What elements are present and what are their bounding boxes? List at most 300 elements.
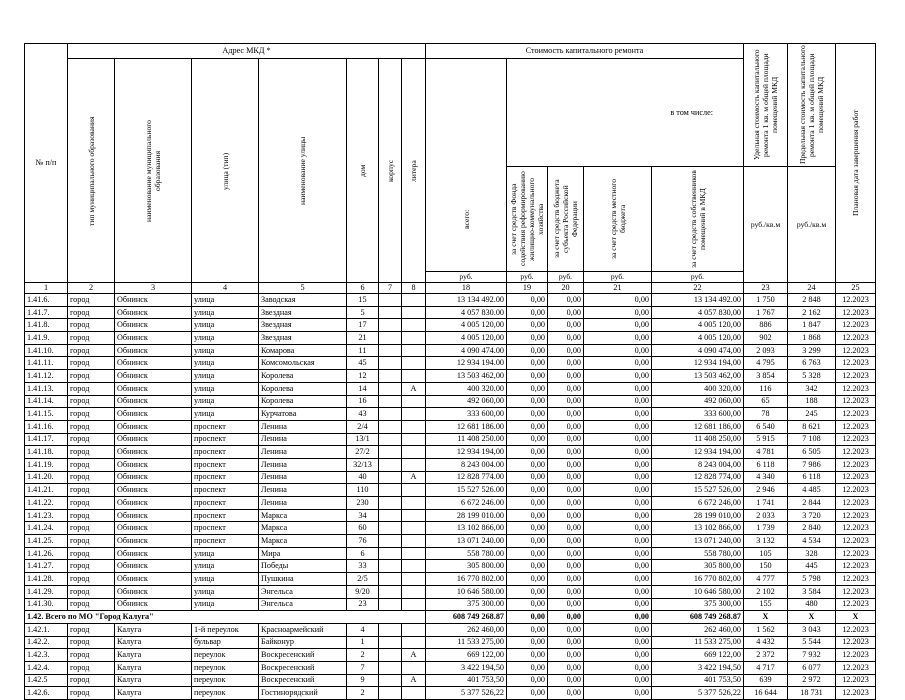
table-cell: 28 199 010.00 [426, 509, 507, 522]
table-cell: 0,00 [507, 649, 548, 662]
table-cell [379, 585, 402, 598]
table-cell: 0,00 [507, 357, 548, 370]
table-cell: 12 681 186.00 [426, 420, 507, 433]
table-cell: 2 [347, 687, 379, 700]
table-cell: 0,00 [507, 661, 548, 674]
table-cell: 0,00 [548, 509, 584, 522]
table-cell: проспект [192, 420, 259, 433]
table-cell: 1.41.26. [25, 547, 68, 560]
table-cell: 445 [788, 560, 836, 573]
table-cell: 0,00 [548, 370, 584, 383]
table-cell: 0,00 [548, 522, 584, 535]
table-cell: улица [192, 357, 259, 370]
table-row [25, 344, 876, 357]
table-cell: 0,00 [584, 332, 652, 345]
table-cell: 0,00 [507, 547, 548, 560]
table-cell: 1.41.30. [25, 598, 68, 611]
table-cell: 12.2023 [836, 294, 876, 307]
table-cell: улица [192, 382, 259, 395]
table-cell: 12.2023 [836, 636, 876, 649]
total-cell: X [836, 611, 876, 624]
table-cell: 1 [347, 636, 379, 649]
table-cell [402, 433, 426, 446]
table-cell: Обнинск [115, 344, 192, 357]
table-row [25, 319, 876, 332]
table-cell: 0,00 [584, 636, 652, 649]
table-cell: 0,00 [548, 357, 584, 370]
table-cell: 65 [744, 395, 788, 408]
table-row [25, 497, 876, 510]
table-cell: 13 102 866,00 [426, 522, 507, 535]
table-cell: 0,00 [507, 674, 548, 687]
table-cell: город [68, 598, 115, 611]
table-cell: 0,00 [548, 382, 584, 395]
table-cell: 12.2023 [836, 471, 876, 484]
table-cell: 12.2023 [836, 598, 876, 611]
total-cell: 608 749 268.87 [652, 611, 744, 624]
table-cell [402, 497, 426, 510]
table-cell: 669 122,00 [426, 649, 507, 662]
column-number: 21 [584, 283, 652, 294]
table-cell: 333 600,00 [652, 408, 744, 421]
table-cell: 245 [788, 408, 836, 421]
table-row [25, 636, 876, 649]
table-cell: город [68, 306, 115, 319]
table-cell: 18 731 [788, 687, 836, 700]
table-cell: 13 503 462,00 [652, 370, 744, 383]
table-row [25, 674, 876, 687]
table-cell: 2 102 [744, 585, 788, 598]
table-cell: 0,00 [548, 408, 584, 421]
table-cell [402, 306, 426, 319]
table-cell: 1.41.23. [25, 509, 68, 522]
table-cell: 230 [347, 497, 379, 510]
table-cell: 0,00 [507, 306, 548, 319]
table-cell [379, 370, 402, 383]
table-cell [379, 649, 402, 662]
table-cell: 4 090 474.00 [426, 344, 507, 357]
table-cell: 4 057 830,00 [652, 306, 744, 319]
table-cell: проспект [192, 458, 259, 471]
table-cell: 639 [744, 674, 788, 687]
table-cell [379, 458, 402, 471]
column-number: 25 [836, 283, 876, 294]
table-cell: 4 485 [788, 484, 836, 497]
table-cell: 0,00 [507, 332, 548, 345]
header-subject: за счет средств бюджета субъекта Российской Федерации руб. [548, 167, 584, 283]
table-cell: город [68, 649, 115, 662]
table-cell: Воскресенский [259, 674, 347, 687]
table-cell: 12.2023 [836, 484, 876, 497]
total-cell: 608 749 268.87 [426, 611, 507, 624]
table-cell: Обнинск [115, 306, 192, 319]
table-cell: 12.2023 [836, 497, 876, 510]
table-cell [402, 294, 426, 307]
table-cell: Воскресенский [259, 649, 347, 662]
table-cell [402, 547, 426, 560]
table-cell: 1.41.15. [25, 408, 68, 421]
column-number: 18 [426, 283, 507, 294]
table-cell: 0,00 [584, 623, 652, 636]
table-cell: улица [192, 598, 259, 611]
table-cell: 1 739 [744, 522, 788, 535]
table-cell [402, 370, 426, 383]
table-cell: 1.42.6. [25, 687, 68, 700]
table-cell: 6 763 [788, 357, 836, 370]
table-cell: улица [192, 370, 259, 383]
table-cell [402, 573, 426, 586]
table-cell: 8 243 004,00 [652, 458, 744, 471]
table-cell: проспект [192, 471, 259, 484]
table-cell: 12.2023 [836, 357, 876, 370]
table-cell: 0,00 [584, 446, 652, 459]
table-cell: Обнинск [115, 395, 192, 408]
column-number: 19 [507, 283, 548, 294]
table-cell: Звездная [259, 319, 347, 332]
table-cell: Энгельса [259, 598, 347, 611]
table-row [25, 471, 876, 484]
table-cell: 0,00 [584, 294, 652, 307]
column-number: 5 [259, 283, 347, 294]
table-cell: 1.41.21. [25, 484, 68, 497]
header-house: дом [347, 59, 379, 283]
table-cell: 1 847 [788, 319, 836, 332]
table-cell: город [68, 585, 115, 598]
table-cell: 12.2023 [836, 382, 876, 395]
table-cell [379, 446, 402, 459]
table-cell [402, 408, 426, 421]
table-cell [379, 408, 402, 421]
table-row [25, 687, 876, 700]
table-row [25, 458, 876, 471]
table-cell [379, 535, 402, 548]
table-cell: 40 [347, 471, 379, 484]
table-cell: 0,00 [507, 395, 548, 408]
table-cell: 0,00 [548, 420, 584, 433]
table-cell: 9 [347, 674, 379, 687]
table-cell [379, 332, 402, 345]
table-cell: 12.2023 [836, 661, 876, 674]
table-cell: город [68, 484, 115, 497]
table-cell: 1.41.17. [25, 433, 68, 446]
header-korpus: корпус [379, 59, 402, 283]
table-cell [379, 395, 402, 408]
table-cell: улица [192, 547, 259, 560]
table-cell: 4 777 [744, 573, 788, 586]
table-cell: 5 377 526,22 [426, 687, 507, 700]
table-cell [379, 382, 402, 395]
table-cell [379, 674, 402, 687]
capital-repair-table [24, 43, 876, 700]
table-cell: город [68, 319, 115, 332]
table-cell: 12.2023 [836, 332, 876, 345]
table-cell: 669 122,00 [652, 649, 744, 662]
table-cell: 27/2 [347, 446, 379, 459]
table-cell [379, 573, 402, 586]
table-cell: улица [192, 319, 259, 332]
table-cell: улица [192, 294, 259, 307]
table-cell: 4 005 120,00 [652, 332, 744, 345]
table-cell: 3 299 [788, 344, 836, 357]
table-cell: 2 946 [744, 484, 788, 497]
table-cell: 0,00 [548, 458, 584, 471]
table-cell: улица [192, 585, 259, 598]
table-cell: 6 118 [788, 471, 836, 484]
table-cell: 902 [744, 332, 788, 345]
table-cell: Обнинск [115, 458, 192, 471]
table-row [25, 560, 876, 573]
table-cell: 16 644 [744, 687, 788, 700]
table-cell: 0,00 [507, 433, 548, 446]
table-cell: Ленина [259, 433, 347, 446]
table-cell: 4 [347, 623, 379, 636]
table-row [25, 509, 876, 522]
table-cell: 0,00 [548, 535, 584, 548]
table-cell: город [68, 623, 115, 636]
header-fund: за счет средств Фонда содействия реформированию жилищно-коммунального хозяйства руб. [507, 167, 548, 283]
table-cell: 333 600,00 [426, 408, 507, 421]
table-cell: Королева [259, 395, 347, 408]
table-cell: 0,00 [507, 497, 548, 510]
table-cell: 0,00 [548, 573, 584, 586]
table-cell [402, 623, 426, 636]
table-cell [379, 484, 402, 497]
column-number: 20 [548, 283, 584, 294]
table-cell: 2 848 [788, 294, 836, 307]
table-cell: Обнинск [115, 370, 192, 383]
table-cell: 0,00 [548, 649, 584, 662]
table-cell: 1.41.29. [25, 585, 68, 598]
table-cell: 0,00 [507, 458, 548, 471]
table-cell: 0,00 [584, 497, 652, 510]
table-cell: 0,00 [584, 357, 652, 370]
table-cell: переулок [192, 687, 259, 700]
table-cell [402, 509, 426, 522]
unit-label: руб. [652, 271, 743, 282]
table-cell: город [68, 344, 115, 357]
table-cell: проспект [192, 446, 259, 459]
table-cell: 3 422 194,50 [652, 661, 744, 674]
table-cell: 1.41.7. [25, 306, 68, 319]
table-cell: 401 753,50 [652, 674, 744, 687]
table-cell: Ленина [259, 471, 347, 484]
table-cell: 1.41.16. [25, 420, 68, 433]
table-cell: 0,00 [507, 560, 548, 573]
table-cell: 15 527 526.00 [426, 484, 507, 497]
table-cell: 12 934 194,00 [652, 357, 744, 370]
table-cell [402, 420, 426, 433]
table-cell: Обнинск [115, 547, 192, 560]
table-cell: 21 [347, 332, 379, 345]
table-cell: 0,00 [507, 344, 548, 357]
table-cell: 0,00 [548, 560, 584, 573]
table-cell: город [68, 687, 115, 700]
table-cell: 7 108 [788, 433, 836, 446]
total-cell: 0,00 [584, 611, 652, 624]
table-cell: Обнинск [115, 598, 192, 611]
column-number: 1 [25, 283, 68, 294]
table-cell: Ленина [259, 497, 347, 510]
table-cell: 13 071 240.00 [426, 535, 507, 548]
table-cell: город [68, 535, 115, 548]
table-cell: 0,00 [548, 484, 584, 497]
table-cell: 1.41.9. [25, 332, 68, 345]
table-cell: 1 750 [744, 294, 788, 307]
table-cell: 1-й переулок [192, 623, 259, 636]
table-cell [379, 344, 402, 357]
table-cell [402, 636, 426, 649]
table-cell: 342 [788, 382, 836, 395]
table-cell: 1 767 [744, 306, 788, 319]
table-cell [379, 522, 402, 535]
header-street-name: наименование улицы [259, 59, 347, 283]
header-total-label: всего: руб. [426, 167, 507, 283]
table-cell: 45 [347, 357, 379, 370]
table-cell [379, 306, 402, 319]
table-cell: 12.2023 [836, 535, 876, 548]
table-cell: Воскресенский [259, 661, 347, 674]
table-cell: 5 798 [788, 573, 836, 586]
header-address-group: Адрес МКД * [68, 44, 426, 59]
table-cell: 6 118 [744, 458, 788, 471]
table-cell: Обнинск [115, 382, 192, 395]
column-numbers-row [25, 283, 876, 294]
table-cell: 0,00 [584, 547, 652, 560]
table-cell: 105 [744, 547, 788, 560]
table-cell: Обнинск [115, 522, 192, 535]
table-cell: 12 828 774.00 [426, 471, 507, 484]
table-cell: Красноармейский [259, 623, 347, 636]
table-cell: бульвар [192, 636, 259, 649]
table-cell: 3 584 [788, 585, 836, 598]
table-cell: 4 005 120,00 [426, 332, 507, 345]
table-row [25, 294, 876, 307]
table-cell [402, 535, 426, 548]
table-cell: 492 060,00 [426, 395, 507, 408]
table-cell: улица [192, 332, 259, 345]
table-cell: Ленина [259, 446, 347, 459]
table-cell: 4 340 [744, 471, 788, 484]
table-cell: Калуга [115, 661, 192, 674]
table-cell: 0,00 [584, 661, 652, 674]
table-cell: Обнинск [115, 471, 192, 484]
table-cell: 0,00 [584, 649, 652, 662]
table-cell: 0,00 [507, 370, 548, 383]
table-cell: Маркса [259, 522, 347, 535]
table-cell: 7 986 [788, 458, 836, 471]
table-cell: Обнинск [115, 497, 192, 510]
table-cell: Обнинск [115, 357, 192, 370]
table-cell [402, 687, 426, 700]
table-cell: 1.41.11. [25, 357, 68, 370]
table-cell: 110 [347, 484, 379, 497]
table-cell: 12 934 194,00 [426, 446, 507, 459]
table-cell: Победы [259, 560, 347, 573]
table-cell: 12.2023 [836, 319, 876, 332]
table-cell: 0,00 [507, 294, 548, 307]
column-number: 7 [379, 283, 402, 294]
table-cell [379, 357, 402, 370]
table-cell: город [68, 458, 115, 471]
table-row [25, 522, 876, 535]
table-cell: 328 [788, 547, 836, 560]
table-cell: 12.2023 [836, 522, 876, 535]
table-cell: 4 795 [744, 357, 788, 370]
table-cell: 2 093 [744, 344, 788, 357]
table-cell: 7 [347, 661, 379, 674]
table-cell: 16 770 802.00 [426, 573, 507, 586]
table-cell: проспект [192, 522, 259, 535]
table-row [25, 382, 876, 395]
table-cell: 9/20 [347, 585, 379, 598]
table-cell [379, 420, 402, 433]
table-cell: город [68, 661, 115, 674]
table-cell: 375 300.00 [426, 598, 507, 611]
table-cell: 1.41.6. [25, 294, 68, 307]
table-cell: 3 043 [788, 623, 836, 636]
table-cell: улица [192, 395, 259, 408]
table-cell: 0,00 [507, 484, 548, 497]
table-cell: 305 800.00 [426, 560, 507, 573]
table-cell: 0,00 [548, 332, 584, 345]
table-cell [402, 319, 426, 332]
table-cell: 12.2023 [836, 344, 876, 357]
table-cell: Обнинск [115, 294, 192, 307]
table-cell: А [402, 649, 426, 662]
table-cell: 33 [347, 560, 379, 573]
table-cell: 3 132 [744, 535, 788, 548]
column-number: 22 [652, 283, 744, 294]
table-cell: Обнинск [115, 420, 192, 433]
table-cell: 1.41.28. [25, 573, 68, 586]
table-cell: 43 [347, 408, 379, 421]
table-cell: 2 844 [788, 497, 836, 510]
table-cell: 0,00 [507, 687, 548, 700]
table-cell: 1.41.8. [25, 319, 68, 332]
table-cell: 558 780,00 [652, 547, 744, 560]
table-cell: 0,00 [584, 573, 652, 586]
table-row [25, 408, 876, 421]
table-cell: 12.2023 [836, 370, 876, 383]
table-cell: город [68, 395, 115, 408]
table-cell: 15 527 526,00 [652, 484, 744, 497]
table-cell: 0,00 [507, 420, 548, 433]
table-cell: 1.41.19. [25, 458, 68, 471]
table-cell: 0,00 [584, 395, 652, 408]
table-cell: Королева [259, 382, 347, 395]
table-cell: 17 [347, 319, 379, 332]
table-cell: 0,00 [507, 598, 548, 611]
table-cell: 401 753,50 [426, 674, 507, 687]
table-cell: 6 672 246,00 [652, 497, 744, 510]
table-row [25, 395, 876, 408]
table-cell: Маркса [259, 509, 347, 522]
header-including: в том числе: [507, 59, 744, 167]
table-cell: Обнинск [115, 585, 192, 598]
table-cell: 3 422 194,50 [426, 661, 507, 674]
table-cell: 12.2023 [836, 446, 876, 459]
table-cell: город [68, 370, 115, 383]
table-cell: 0,00 [507, 408, 548, 421]
table-cell [402, 522, 426, 535]
table-cell [379, 433, 402, 446]
table-cell: Обнинск [115, 332, 192, 345]
table-cell: 0,00 [548, 497, 584, 510]
table-cell: 262 460,00 [426, 623, 507, 636]
table-row [25, 306, 876, 319]
column-number: 4 [192, 283, 259, 294]
table-cell [379, 661, 402, 674]
